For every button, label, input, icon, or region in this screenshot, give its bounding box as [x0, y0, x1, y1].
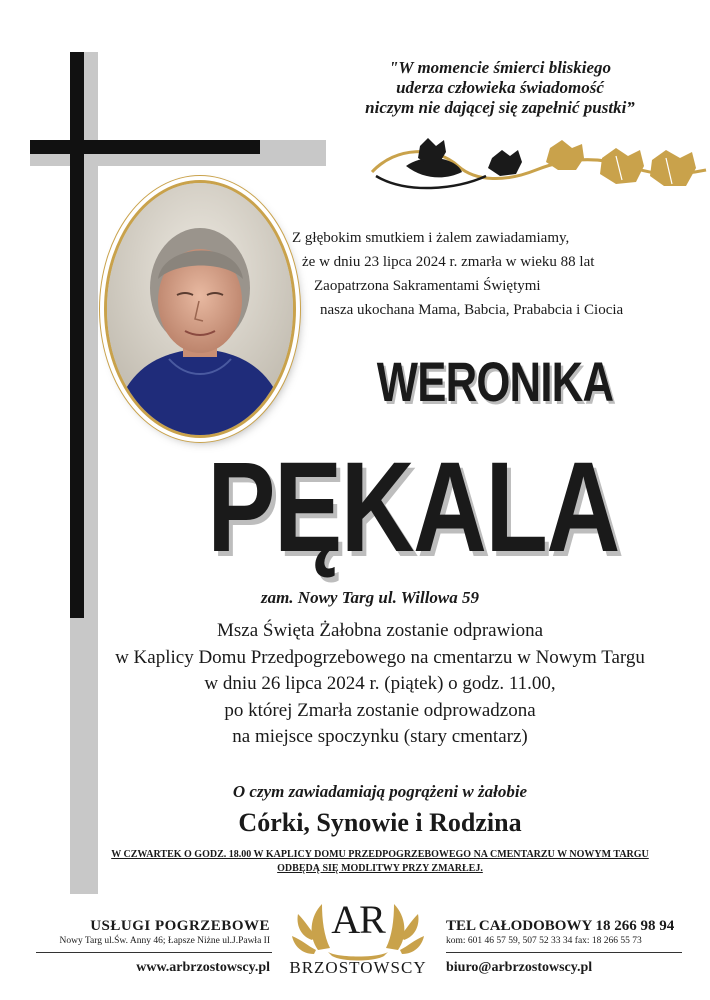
quote-line-3: niczym nie dającej się zapełnić pustki” — [365, 98, 635, 117]
quote-line-2: uderza człowieka świadomość — [396, 78, 604, 97]
footer-phone-title: TEL CAŁODOBOWY 18 266 98 94 — [446, 918, 675, 934]
prayer-notice — [100, 848, 660, 876]
intro-line-4: nasza ukochana Mama, Babcia, Prababcia i Ciocia — [320, 302, 624, 318]
footer-email-link[interactable]: biuro@arbrzostowscy.pl — [446, 960, 593, 975]
logo-initials: AR — [331, 897, 385, 942]
portrait-icon — [107, 183, 293, 435]
mass-line-3: w dniu 26 lipca 2024 r. (piątek) o godz. 11.00, — [204, 673, 556, 694]
vine-leaves-ornament-icon — [366, 136, 710, 200]
footer-website-link[interactable]: www.arbrzostowscy.pl — [136, 960, 270, 975]
footer-services-address: Nowy Targ ul.Św. Anny 46; Łapsze Niżne ul.J.Pawła II — [59, 936, 270, 946]
deceased-address: zam. Nowy Targ ul. Willowa 59 — [260, 588, 480, 607]
funeral-mass-details — [90, 618, 670, 751]
cross-icon-horizontal-beam — [30, 140, 260, 154]
mourners-family: Córki, Synowie i Rodzina — [238, 808, 522, 837]
mass-line-5: na miejsce spoczynku (stary cmentarz) — [232, 726, 528, 747]
memorial-quote — [300, 58, 700, 118]
deceased-last-name: PĘKALA — [207, 436, 619, 579]
mass-line-4: po której Zmarła zostanie odprowadzona — [224, 699, 536, 721]
portrait-photo — [104, 180, 296, 438]
mourners-notice: O czym zawiadamiają pogrążeni w żałobie — [232, 782, 528, 801]
announcement-intro — [292, 226, 672, 322]
prayer-line-1: W CZWARTEK O GODZ. 18.00 W KAPLICY DOMU PRZEDPOGRZEBOWEGO NA CMENTARZU W NOWYM TARGU — [111, 849, 649, 860]
intro-line-1: Z głębokim smutkiem i żalem zawiadamiamy, — [292, 230, 570, 246]
intro-line-2: że w dniu 23 lipca 2024 r. zmarła w wieku 88 lat — [302, 254, 595, 270]
mass-line-2: w Kaplicy Domu Przedpogrzebowego na cmentarzu w Nowym Targu — [115, 646, 645, 668]
deceased-first-name: WERONIKA — [376, 350, 614, 413]
footer-phone-numbers: kom: 601 46 57 59, 507 52 33 34 fax: 18 266 55 73 — [446, 936, 642, 946]
quote-line-1: "W momencie śmierci bliskiego — [388, 58, 612, 77]
footer-divider-right — [446, 952, 682, 953]
intro-line-3: Zaopatrzona Sakramentami Świętymi — [314, 278, 541, 294]
footer-divider-left — [36, 952, 272, 953]
mass-line-1: Msza Święta Żałobna zostanie odprawiona — [216, 620, 544, 641]
logo-company-name: BRZOSTOWSCY — [289, 958, 427, 977]
cross-icon-vertical-beam — [70, 52, 84, 618]
prayer-line-2: ODBĘDĄ SIĘ MODLITWY PRZY ZMARŁEJ. — [277, 863, 483, 874]
footer-services-title: USŁUGI POGRZEBOWE — [90, 918, 270, 934]
